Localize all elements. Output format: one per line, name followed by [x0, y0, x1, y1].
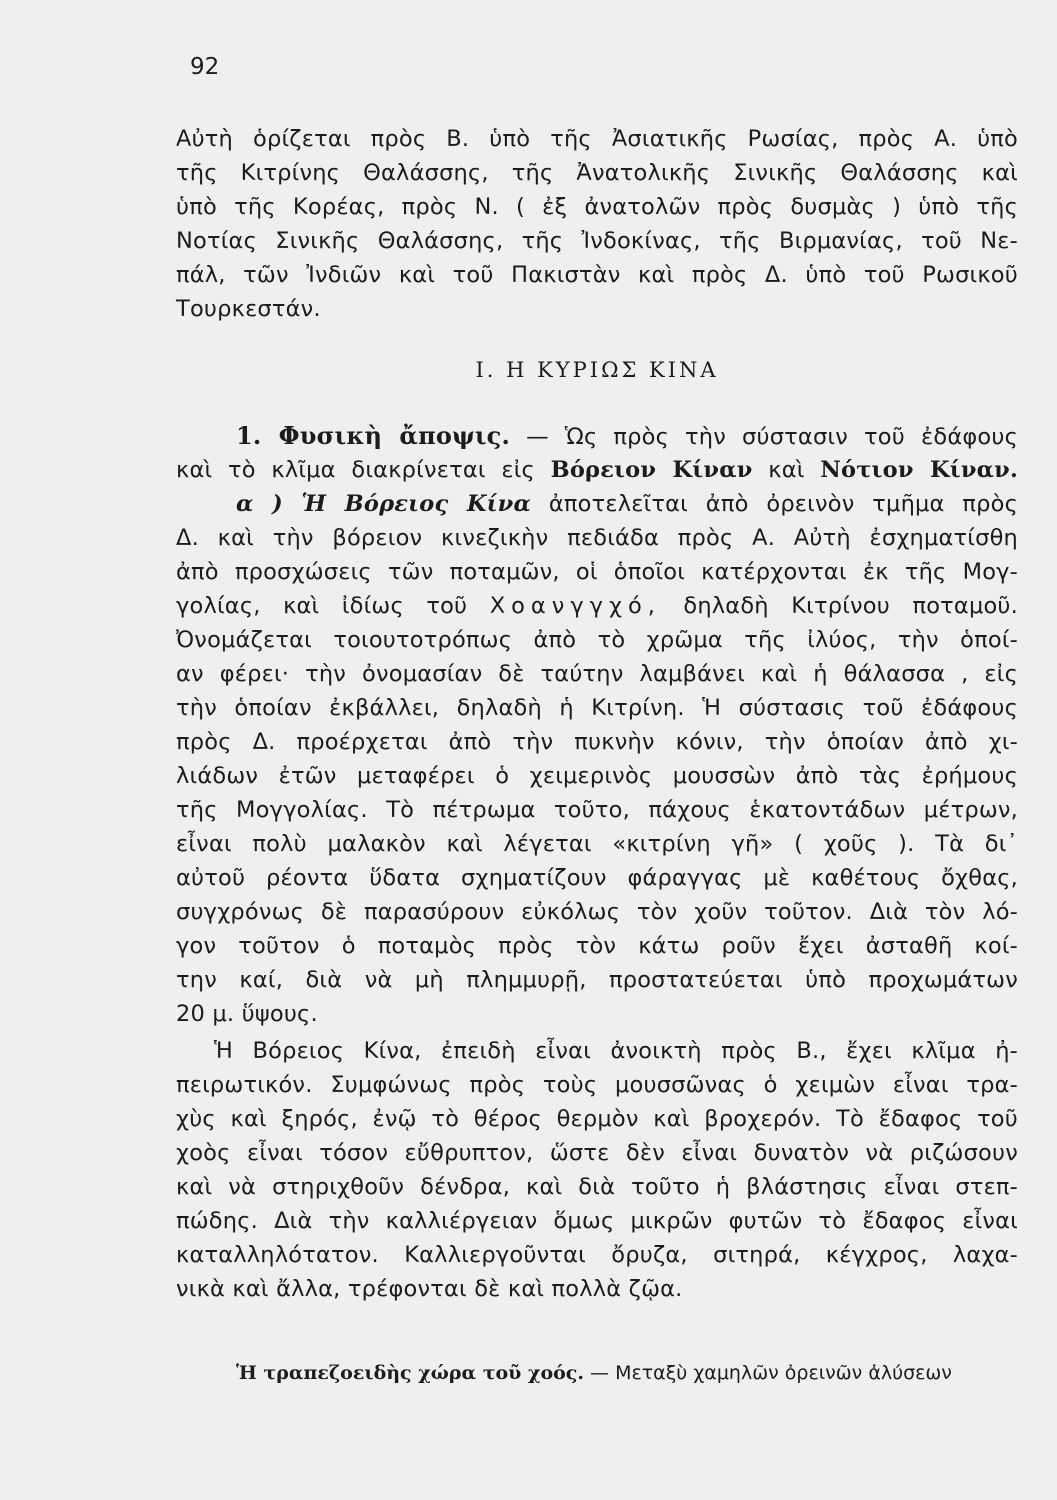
intro-line-6: Τουρκεστάν.	[176, 296, 321, 322]
section-heading: Ι. Η ΚΥΡΙΩΣ ΚΙΝΑ	[475, 358, 719, 382]
section1-title: 1. Φυσικὴ ἄποψις.	[236, 421, 511, 450]
south-china-term: Νότιον Κίναν.	[820, 457, 1019, 483]
body-line-2: αν φέρει· τὴν ὀνομασίαν δὲ ταύτην λαμβάνει καὶ ἡ θάλασσα , εἰς	[176, 661, 1018, 687]
intro-line-2: τῆς Κιτρίνης Θαλάσσης, τῆς Ἀνατολικῆς Σινικῆς Θαλάσσης καὶ	[176, 160, 1018, 186]
subsection-text: — Μεταξὺ χαμηλῶν ὀρεινῶν ἀλύσεων	[590, 1362, 952, 1384]
body-line-5: λιάδων ἐτῶν μεταφέρει ὁ χειμερινὸς μουσσὼν ἀπὸ τὰς ἐρήμους	[176, 763, 1018, 789]
section1-line-1	[236, 419, 1018, 454]
body-line-9: συγχρόνως δὲ παρασύρουν εὐκόλως τὸν χοῦν τοῦτον. Διὰ τὸν λό-	[176, 899, 1018, 925]
section1-line-2	[176, 453, 1018, 487]
subsection-a-text: ἀποτελεῖται ἀπὸ ὀρεινὸν τμῆμα πρὸς	[548, 491, 1018, 517]
climate-line-8: νικὰ καὶ ἄλλα, τρέφονται δὲ καὶ πολλὰ ζῷα.	[176, 1276, 683, 1302]
body-line-12: 20 μ. ὕψους.	[176, 1001, 318, 1027]
climate-line-4: χοὸς εἶναι τόσον εὔθρυπτον, ὥστε δὲν εἶναι δυνατὸν νὰ ριζώσουν	[176, 1140, 1018, 1166]
section1-line2-start: καὶ τὸ κλῖμα διακρίνεται εἰς	[176, 457, 535, 483]
climate-line-2: πειρωτικόν. Συμφώνως πρὸς τοὺς μουσσῶνας ὁ χειμὼν εἶναι τρα-	[176, 1072, 1018, 1098]
intro-line-4: Νοτίας Σινικῆς Θαλάσσης, τῆς Ἰνδοκίνας, τῆς Βιρμανίας, τοῦ Νε-	[176, 228, 1018, 254]
subsection-title: Ἡ τραπεζοειδὴς χώρα τοῦ χοός.	[236, 1362, 584, 1384]
river-name: Χοανγγχό,	[489, 593, 661, 619]
body-line-8: αὐτοῦ ρέοντα ὕδατα σχηματίζουν φάραγγας μὲ καθέτους ὄχθας,	[176, 865, 1018, 891]
section1-line-4: Δ. καὶ τὴν βόρειον κινεζικὴν πεδιάδα πρὸς Α. Αὐτὴ ἐσχηματίσθη	[176, 525, 1018, 551]
page-number: 92	[190, 54, 220, 80]
section1-line-3	[236, 487, 1018, 521]
body-line-7: εἶναι πολὺ μαλακὸν καὶ λέγεται «κιτρίνη γῆ» ( χοῦς ). Τὰ δι᾽	[176, 831, 1018, 857]
body-line-4: πρὸς Δ. προέρχεται ἀπὸ τὴν πυκνὴν κόνιν, τὴν ὁποίαν ἀπὸ χι-	[176, 729, 1018, 755]
and-word: καὶ	[768, 457, 805, 483]
climate-line-5: καὶ νὰ στηριχθοῦν δένδρα, καὶ διὰ τοῦτο ἡ βλάστησις εἶναι στεπ-	[176, 1174, 1018, 1200]
section1-line-5: ἀπὸ προσχώσεις τῶν ποταμῶν, οἱ ὁποῖοι κατέρχονται ἐκ τῆς Μογ-	[176, 559, 1018, 585]
body-line-3: τὴν ὁποίαν ἐκβάλλει, δηλαδὴ ἡ Κιτρίνη. Ἡ σύστασις τοῦ ἐδάφους	[176, 695, 1018, 721]
section1-line1-text: — Ὡς πρὸς τὴν σύστασιν τοῦ ἐδάφους	[526, 424, 1018, 450]
north-china-term: Βόρειον Κίναν	[550, 457, 753, 483]
climate-line-6: πώδης. Διὰ τὴν καλλιέργειαν ὅμως μικρῶν φυτῶν τὸ ἔδαφος εἶναι	[176, 1208, 1018, 1234]
section1-line6-end: δηλαδὴ Κιτρίνου ποταμοῦ.	[683, 593, 1018, 619]
body-line-6: τῆς Μογγολίας. Τὸ πέτρωμα τοῦτο, πάχους ἑκατοντάδων μέτρων,	[176, 797, 1018, 823]
section1-line6-start: γολίας, καὶ ἰδίως τοῦ	[176, 593, 468, 619]
climate-line-1: Ἡ Βόρειος Κίνα, ἐπειδὴ εἶναι ἀνοικτὴ πρὸς Β., ἔχει κλῖμα ἠ-	[214, 1038, 1018, 1064]
subsection-a-label: α ) Ἡ Βόρειος Κίνα	[236, 491, 532, 517]
intro-line-1: Αὐτὴ ὁρίζεται πρὸς Β. ὑπὸ τῆς Ἀσιατικῆς Ρωσίας, πρὸς Α. ὑπὸ	[176, 126, 1018, 152]
section1-line-6	[176, 589, 1018, 623]
intro-line-3: ὑπὸ τῆς Κορέας, πρὸς Ν. ( ἐξ ἀνατολῶν πρὸς δυσμὰς ) ὑπὸ τῆς	[176, 194, 1018, 220]
body-line-11: την καί, διὰ νὰ μὴ πλημμυρῇ, προστατεύεται ὑπὸ προχωμάτων	[176, 967, 1018, 993]
body-line-10: γον τοῦτον ὁ ποταμὸς πρὸς τὸν κάτω ροῦν ἔχει ἀσταθῆ κοί-	[176, 933, 1018, 959]
climate-line-3: χὺς καὶ ξηρός, ἐνῷ τὸ θέρος θερμὸν καὶ βροχερόν. Τὸ ἔδαφος τοῦ	[176, 1106, 1018, 1132]
climate-line-7: καταλληλότατον. Καλλιεργοῦνται ὄρυζα, σιτηρά, κέγχρος, λαχα-	[176, 1242, 1018, 1268]
subsection-line	[236, 1358, 1018, 1388]
intro-line-5: πάλ, τῶν Ἰνδιῶν καὶ τοῦ Πακιστὰν καὶ πρὸς Δ. ὑπὸ τοῦ Ρωσικοῦ	[176, 262, 1018, 288]
body-line-1: Ὀνομάζεται τοιουτοτρόπως ἀπὸ τὸ χρῶμα τῆς ἰλύος, τὴν ὁποί-	[176, 627, 1018, 653]
